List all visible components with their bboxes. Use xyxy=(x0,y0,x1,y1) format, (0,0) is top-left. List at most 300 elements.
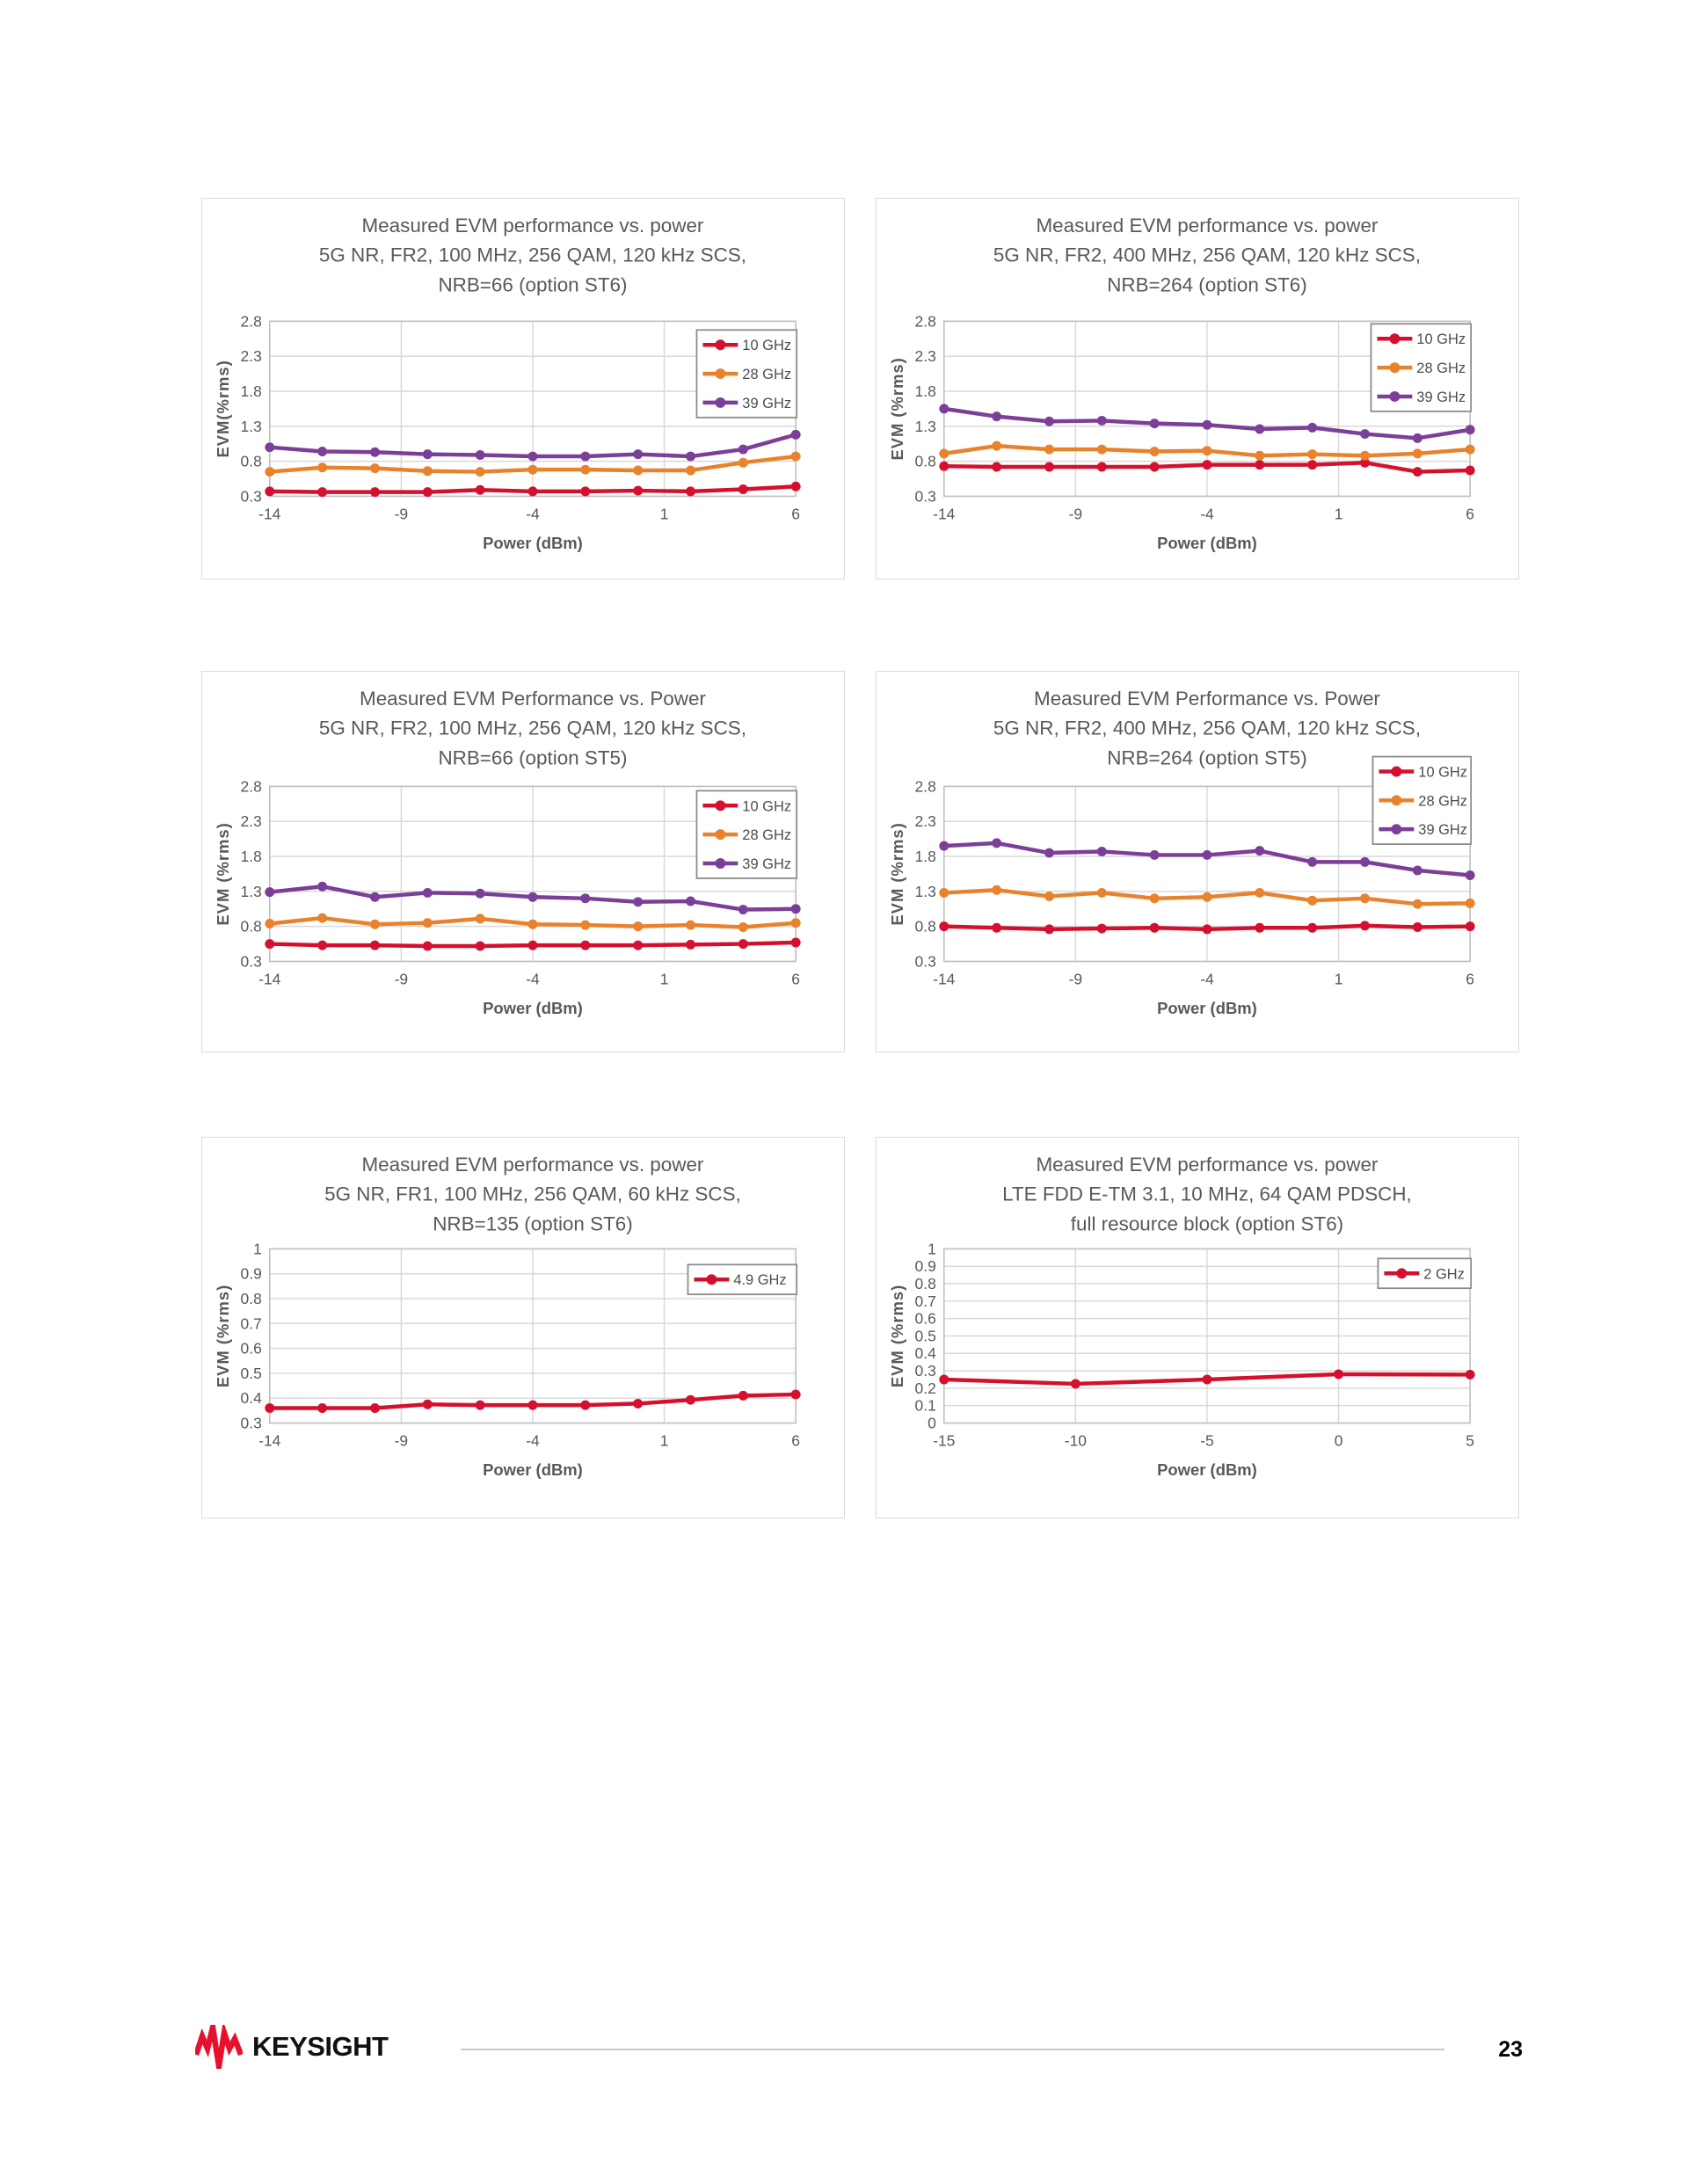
y-tick-labels xyxy=(241,777,262,970)
legend xyxy=(696,790,797,878)
chart-card-1 xyxy=(201,198,845,579)
data-point xyxy=(1044,848,1054,858)
data-point xyxy=(580,941,590,950)
y-axis-title: EVM (%rms) xyxy=(887,357,906,461)
evm-chart-1 xyxy=(202,199,844,579)
data-point xyxy=(686,452,695,462)
y-tick-labels xyxy=(241,1240,263,1431)
data-point xyxy=(992,838,1001,848)
page-number: 23 xyxy=(1498,2037,1523,2062)
svg-text:0.6: 0.6 xyxy=(914,1309,936,1328)
svg-text:1.8: 1.8 xyxy=(240,382,262,400)
data-point xyxy=(633,941,643,950)
svg-text:-5: -5 xyxy=(1200,1431,1214,1450)
x-axis-title: Power (dBm) xyxy=(1157,999,1257,1018)
data-point xyxy=(580,465,590,475)
svg-text:Measured EVM performance vs. p: Measured EVM performance vs. power xyxy=(361,1153,704,1176)
svg-text:0.6: 0.6 xyxy=(240,1339,262,1358)
data-point xyxy=(791,482,801,491)
svg-text:10 GHz: 10 GHz xyxy=(1418,764,1468,781)
svg-text:0.8: 0.8 xyxy=(914,917,936,935)
data-point xyxy=(738,484,748,494)
x-axis-title: Power (dBm) xyxy=(483,1460,583,1480)
data-point xyxy=(1150,447,1160,456)
data-point xyxy=(633,921,643,931)
data-point xyxy=(423,918,433,928)
x-axis-title: Power (dBm) xyxy=(483,534,583,553)
data-point xyxy=(686,486,695,496)
data-point xyxy=(633,897,643,906)
svg-text:0.7: 0.7 xyxy=(914,1292,936,1310)
svg-text:-9: -9 xyxy=(1068,505,1083,523)
legend xyxy=(1371,324,1471,411)
data-point xyxy=(1360,857,1370,867)
svg-text:-4: -4 xyxy=(1200,505,1214,523)
evm-chart-6 xyxy=(877,1138,1518,1518)
svg-text:-4: -4 xyxy=(1200,970,1214,988)
svg-text:0.5: 0.5 xyxy=(914,1327,936,1345)
data-point xyxy=(528,452,537,462)
svg-text:-14: -14 xyxy=(933,970,956,988)
svg-text:0.3: 0.3 xyxy=(914,952,936,971)
data-point xyxy=(1466,1370,1475,1380)
keysight-spark-icon xyxy=(195,2025,243,2069)
svg-text:Measured EVM performance vs. p: Measured EVM performance vs. power xyxy=(1036,214,1379,237)
data-point xyxy=(476,941,485,950)
svg-text:NRB=66 (option ST5): NRB=66 (option ST5) xyxy=(438,746,628,769)
data-point xyxy=(265,887,274,897)
svg-text:28 GHz: 28 GHz xyxy=(1418,793,1468,810)
svg-text:2 GHz: 2 GHz xyxy=(1423,1266,1465,1283)
svg-text:0: 0 xyxy=(928,1414,936,1432)
svg-text:-9: -9 xyxy=(1068,970,1083,988)
svg-text:5G NR, FR2, 100 MHz, 256 QAM,: 5G NR, FR2, 100 MHz, 256 QAM, 120 kHz SCS, xyxy=(318,244,747,266)
chart-title xyxy=(319,688,746,769)
y-axis-title: EVM(%rms) xyxy=(213,360,232,458)
data-point xyxy=(1097,416,1107,426)
svg-text:NRB=264 (option ST6): NRB=264 (option ST6) xyxy=(1107,273,1307,296)
svg-text:1: 1 xyxy=(659,1431,669,1450)
chart-title xyxy=(1002,1154,1412,1235)
data-point xyxy=(1255,451,1264,461)
data-point xyxy=(370,920,380,929)
data-point xyxy=(265,467,274,477)
svg-text:0.3: 0.3 xyxy=(240,487,262,506)
evm-chart-4 xyxy=(877,672,1518,1052)
data-point xyxy=(1360,451,1370,461)
data-point xyxy=(738,1391,748,1401)
data-point xyxy=(1255,460,1264,470)
data-point xyxy=(476,1401,485,1410)
svg-text:6: 6 xyxy=(791,1431,801,1450)
legend xyxy=(688,1264,797,1294)
svg-text:4.9 GHz: 4.9 GHz xyxy=(733,1272,787,1289)
data-point xyxy=(1307,460,1317,470)
svg-text:2.8: 2.8 xyxy=(914,777,936,796)
data-point xyxy=(1044,924,1054,934)
data-point xyxy=(939,841,949,851)
data-point xyxy=(528,465,537,475)
svg-text:6: 6 xyxy=(1466,970,1475,988)
evm-chart-3 xyxy=(202,672,844,1052)
svg-text:0.4: 0.4 xyxy=(914,1344,936,1363)
data-point xyxy=(370,448,380,457)
svg-text:2.3: 2.3 xyxy=(240,347,262,366)
svg-text:1: 1 xyxy=(659,970,669,988)
svg-text:0.8: 0.8 xyxy=(914,1275,936,1292)
data-point xyxy=(1307,423,1317,433)
svg-text:5: 5 xyxy=(1466,1431,1475,1450)
data-point xyxy=(370,487,380,497)
data-point xyxy=(633,465,643,475)
data-point xyxy=(528,920,537,929)
data-point xyxy=(1255,425,1264,434)
svg-text:Measured EVM Performance vs. P: Measured EVM Performance vs. Power xyxy=(360,687,706,710)
svg-text:-4: -4 xyxy=(526,970,540,988)
data-point xyxy=(992,411,1001,421)
data-point xyxy=(1360,429,1370,439)
data-point xyxy=(633,1399,643,1409)
svg-text:0.8: 0.8 xyxy=(240,452,262,470)
data-point xyxy=(1097,924,1107,934)
svg-text:0.4: 0.4 xyxy=(240,1389,262,1408)
x-axis-title: Power (dBm) xyxy=(483,999,583,1018)
y-axis-title: EVM (%rms) xyxy=(213,822,232,926)
data-point xyxy=(939,1375,949,1385)
data-point xyxy=(1360,921,1370,930)
data-point xyxy=(1150,462,1160,472)
data-point xyxy=(317,462,327,472)
svg-text:2.3: 2.3 xyxy=(240,812,262,831)
data-point xyxy=(370,892,380,902)
data-point xyxy=(1255,846,1264,855)
data-point xyxy=(939,921,949,931)
data-point xyxy=(992,885,1001,895)
data-point xyxy=(1466,870,1475,880)
svg-text:1: 1 xyxy=(1334,505,1343,523)
chart-card-2 xyxy=(876,198,1519,579)
y-axis-title: EVM (%rms) xyxy=(887,1284,906,1388)
data-point xyxy=(686,897,695,906)
y-axis-title: EVM (%rms) xyxy=(887,822,906,926)
x-axis-title: Power (dBm) xyxy=(1157,1460,1257,1480)
data-point xyxy=(1413,922,1422,932)
svg-text:0.2: 0.2 xyxy=(914,1379,936,1397)
data-point xyxy=(939,888,949,898)
data-point xyxy=(992,923,1001,933)
data-point xyxy=(1413,865,1422,875)
svg-text:NRB=66 (option ST6): NRB=66 (option ST6) xyxy=(438,273,628,296)
y-tick-labels xyxy=(915,1240,937,1431)
evm-chart-5 xyxy=(202,1138,844,1518)
svg-text:-10: -10 xyxy=(1064,1431,1087,1450)
footer-divider xyxy=(461,2049,1444,2050)
svg-text:39 GHz: 39 GHz xyxy=(1416,389,1466,405)
svg-text:1.3: 1.3 xyxy=(914,882,936,900)
svg-text:6: 6 xyxy=(791,970,801,988)
svg-text:0.7: 0.7 xyxy=(240,1314,262,1333)
svg-text:39 GHz: 39 GHz xyxy=(1418,822,1468,839)
data-point xyxy=(1413,433,1422,443)
data-point xyxy=(1044,417,1054,426)
chart-card-5 xyxy=(201,1137,845,1518)
x-axis-title: Power (dBm) xyxy=(1157,534,1257,553)
data-point xyxy=(1202,924,1211,934)
svg-text:1.3: 1.3 xyxy=(240,882,262,900)
data-point xyxy=(476,889,485,899)
svg-text:0.3: 0.3 xyxy=(240,1414,262,1432)
data-point xyxy=(633,449,643,459)
svg-text:1.8: 1.8 xyxy=(240,848,262,865)
data-point xyxy=(1097,847,1107,856)
data-point xyxy=(1255,923,1264,933)
svg-text:-14: -14 xyxy=(933,505,956,523)
data-point xyxy=(476,450,485,460)
svg-text:0.3: 0.3 xyxy=(240,952,262,971)
data-point xyxy=(423,888,433,898)
svg-text:0.8: 0.8 xyxy=(914,452,936,470)
svg-text:5G NR, FR2, 400 MHz, 256 QAM,: 5G NR, FR2, 400 MHz, 256 QAM, 120 kHz SCS, xyxy=(993,244,1422,266)
svg-text:39 GHz: 39 GHz xyxy=(742,395,792,411)
svg-text:Measured EVM performance vs. p: Measured EVM performance vs. power xyxy=(361,214,704,237)
data-point xyxy=(791,918,801,928)
data-point xyxy=(738,939,748,949)
svg-text:0.8: 0.8 xyxy=(240,917,262,935)
svg-text:-15: -15 xyxy=(933,1431,956,1450)
data-point xyxy=(1150,850,1160,860)
data-point xyxy=(791,904,801,914)
data-point xyxy=(423,941,433,950)
data-point xyxy=(528,486,537,496)
chart-card-3 xyxy=(201,671,845,1052)
data-point xyxy=(317,941,327,950)
svg-text:Measured EVM performance vs. p: Measured EVM performance vs. power xyxy=(1036,1153,1379,1176)
data-point xyxy=(1466,445,1475,455)
data-point xyxy=(1202,1375,1211,1385)
data-point xyxy=(1255,888,1264,898)
svg-text:1: 1 xyxy=(253,1240,262,1258)
data-point xyxy=(528,892,537,902)
data-point xyxy=(1307,857,1317,867)
data-point xyxy=(1413,899,1422,909)
legend xyxy=(696,330,797,418)
data-point xyxy=(1044,462,1054,472)
svg-text:1.3: 1.3 xyxy=(240,417,262,435)
data-point xyxy=(992,462,1001,472)
data-point xyxy=(1413,448,1422,458)
data-point xyxy=(1466,465,1475,475)
chart-title xyxy=(993,215,1421,296)
data-point xyxy=(1466,899,1475,908)
data-point xyxy=(1307,896,1317,906)
data-point xyxy=(686,921,695,930)
data-point xyxy=(476,485,485,495)
svg-text:6: 6 xyxy=(1466,505,1475,523)
data-point xyxy=(1097,888,1107,898)
data-point xyxy=(580,921,590,930)
data-point xyxy=(317,914,327,923)
data-point xyxy=(580,893,590,903)
svg-text:NRB=264 (option ST5): NRB=264 (option ST5) xyxy=(1107,746,1307,769)
data-point xyxy=(686,465,695,475)
data-point xyxy=(1202,420,1211,430)
x-tick-labels xyxy=(258,970,800,987)
data-point xyxy=(1071,1379,1080,1388)
data-point xyxy=(476,467,485,477)
svg-text:0.9: 0.9 xyxy=(240,1264,262,1283)
data-point xyxy=(317,487,327,497)
data-point xyxy=(1044,445,1054,455)
data-point xyxy=(1307,923,1317,933)
svg-text:1.8: 1.8 xyxy=(914,848,936,865)
data-point xyxy=(423,1400,433,1409)
data-point xyxy=(265,919,274,928)
keysight-logo xyxy=(195,2025,388,2069)
svg-text:1: 1 xyxy=(1334,970,1343,988)
data-point xyxy=(1202,850,1211,860)
svg-text:0.8: 0.8 xyxy=(240,1289,262,1307)
data-point xyxy=(791,937,801,947)
svg-text:39 GHz: 39 GHz xyxy=(742,855,792,872)
data-point xyxy=(1466,425,1475,434)
data-point xyxy=(939,404,949,413)
data-point xyxy=(1150,893,1160,903)
data-point xyxy=(1413,467,1422,477)
chart-title xyxy=(319,215,746,296)
data-point xyxy=(738,905,748,914)
data-point xyxy=(1466,921,1475,931)
data-point xyxy=(580,486,590,496)
svg-text:2.8: 2.8 xyxy=(240,777,262,796)
data-point xyxy=(738,445,748,455)
svg-text:1: 1 xyxy=(928,1240,936,1258)
data-point xyxy=(423,487,433,497)
svg-text:1.8: 1.8 xyxy=(914,382,936,400)
evm-chart-2 xyxy=(877,199,1518,579)
y-tick-labels xyxy=(915,777,936,970)
x-tick-labels xyxy=(933,1431,1474,1449)
chart-card-6 xyxy=(876,1137,1519,1518)
svg-text:1: 1 xyxy=(659,505,669,523)
svg-text:0.3: 0.3 xyxy=(914,1362,936,1380)
data-point xyxy=(1360,893,1370,903)
data-point xyxy=(370,941,380,950)
data-point xyxy=(580,1401,590,1410)
x-tick-labels xyxy=(258,505,800,522)
data-point xyxy=(423,449,433,459)
svg-text:-4: -4 xyxy=(526,505,540,523)
svg-text:2.3: 2.3 xyxy=(914,812,936,831)
svg-text:6: 6 xyxy=(791,505,801,523)
legend xyxy=(1378,1258,1471,1288)
legend xyxy=(1372,757,1471,845)
chart-title xyxy=(324,1154,741,1235)
data-point xyxy=(528,941,537,950)
data-point xyxy=(738,922,748,932)
svg-text:0.1: 0.1 xyxy=(914,1396,936,1415)
data-point xyxy=(317,1403,327,1413)
data-point xyxy=(1097,462,1107,472)
data-point xyxy=(528,1401,537,1410)
data-point xyxy=(791,430,801,440)
data-point xyxy=(317,882,327,892)
svg-text:full resource block (option ST: full resource block (option ST6) xyxy=(1070,1212,1344,1235)
data-point xyxy=(265,486,274,496)
x-tick-labels xyxy=(933,505,1474,522)
data-point xyxy=(791,1389,801,1399)
y-tick-labels xyxy=(241,312,262,505)
data-point xyxy=(939,448,949,458)
svg-text:-9: -9 xyxy=(394,505,409,523)
svg-text:-4: -4 xyxy=(526,1431,540,1450)
data-point xyxy=(1202,460,1211,470)
y-tick-labels xyxy=(915,312,936,505)
svg-text:1.3: 1.3 xyxy=(914,417,936,435)
data-point xyxy=(1097,445,1107,455)
data-point xyxy=(992,441,1001,451)
svg-text:28 GHz: 28 GHz xyxy=(742,367,792,383)
svg-text:10 GHz: 10 GHz xyxy=(742,798,792,815)
data-point xyxy=(1044,892,1054,901)
data-point xyxy=(1334,1370,1343,1380)
svg-text:5G NR, FR2, 100 MHz, 256 QAM,: 5G NR, FR2, 100 MHz, 256 QAM, 120 kHz SCS, xyxy=(318,717,747,739)
data-point xyxy=(265,939,274,949)
data-point xyxy=(791,452,801,462)
data-point xyxy=(370,463,380,473)
svg-text:-14: -14 xyxy=(258,1431,281,1450)
svg-text:10 GHz: 10 GHz xyxy=(742,338,792,354)
data-point xyxy=(1202,446,1211,455)
svg-text:5G NR, FR2, 400 MHz, 256 QAM,: 5G NR, FR2, 400 MHz, 256 QAM, 120 kHz SCS, xyxy=(993,717,1422,739)
svg-text:28 GHz: 28 GHz xyxy=(742,827,792,844)
data-point xyxy=(265,442,274,452)
svg-text:2.8: 2.8 xyxy=(914,312,936,331)
x-tick-labels xyxy=(933,970,1474,987)
svg-text:Measured EVM Performance vs. P: Measured EVM Performance vs. Power xyxy=(1034,687,1380,710)
data-point xyxy=(1307,449,1317,459)
data-point xyxy=(580,452,590,462)
data-point xyxy=(423,466,433,476)
svg-text:0.5: 0.5 xyxy=(240,1364,262,1382)
x-tick-labels xyxy=(258,1431,800,1449)
svg-text:-9: -9 xyxy=(394,970,409,988)
data-point xyxy=(476,914,485,923)
svg-text:0.9: 0.9 xyxy=(914,1257,936,1276)
svg-text:-14: -14 xyxy=(258,970,281,988)
data-point xyxy=(265,1403,274,1413)
svg-text:28 GHz: 28 GHz xyxy=(1416,360,1466,377)
data-point xyxy=(939,462,949,471)
data-point xyxy=(1202,892,1211,902)
data-point xyxy=(633,486,643,496)
svg-text:0.3: 0.3 xyxy=(914,487,936,506)
svg-text:5G NR, FR1, 100 MHz, 256 QAM,: 5G NR, FR1, 100 MHz, 256 QAM, 60 kHz SCS, xyxy=(324,1183,741,1205)
data-point xyxy=(1150,419,1160,428)
y-axis-title: EVM (%rms) xyxy=(213,1284,232,1388)
chart-card-4 xyxy=(876,671,1519,1052)
svg-text:-9: -9 xyxy=(394,1431,409,1450)
data-point xyxy=(317,447,327,456)
svg-text:NRB=135 (option ST6): NRB=135 (option ST6) xyxy=(433,1212,633,1235)
data-point xyxy=(370,1403,380,1413)
data-point xyxy=(686,1395,695,1405)
svg-text:0: 0 xyxy=(1334,1431,1343,1450)
svg-text:10 GHz: 10 GHz xyxy=(1416,331,1466,348)
svg-text:2.3: 2.3 xyxy=(914,347,936,366)
chart-title xyxy=(993,688,1421,769)
data-point xyxy=(738,458,748,468)
data-point xyxy=(686,940,695,950)
